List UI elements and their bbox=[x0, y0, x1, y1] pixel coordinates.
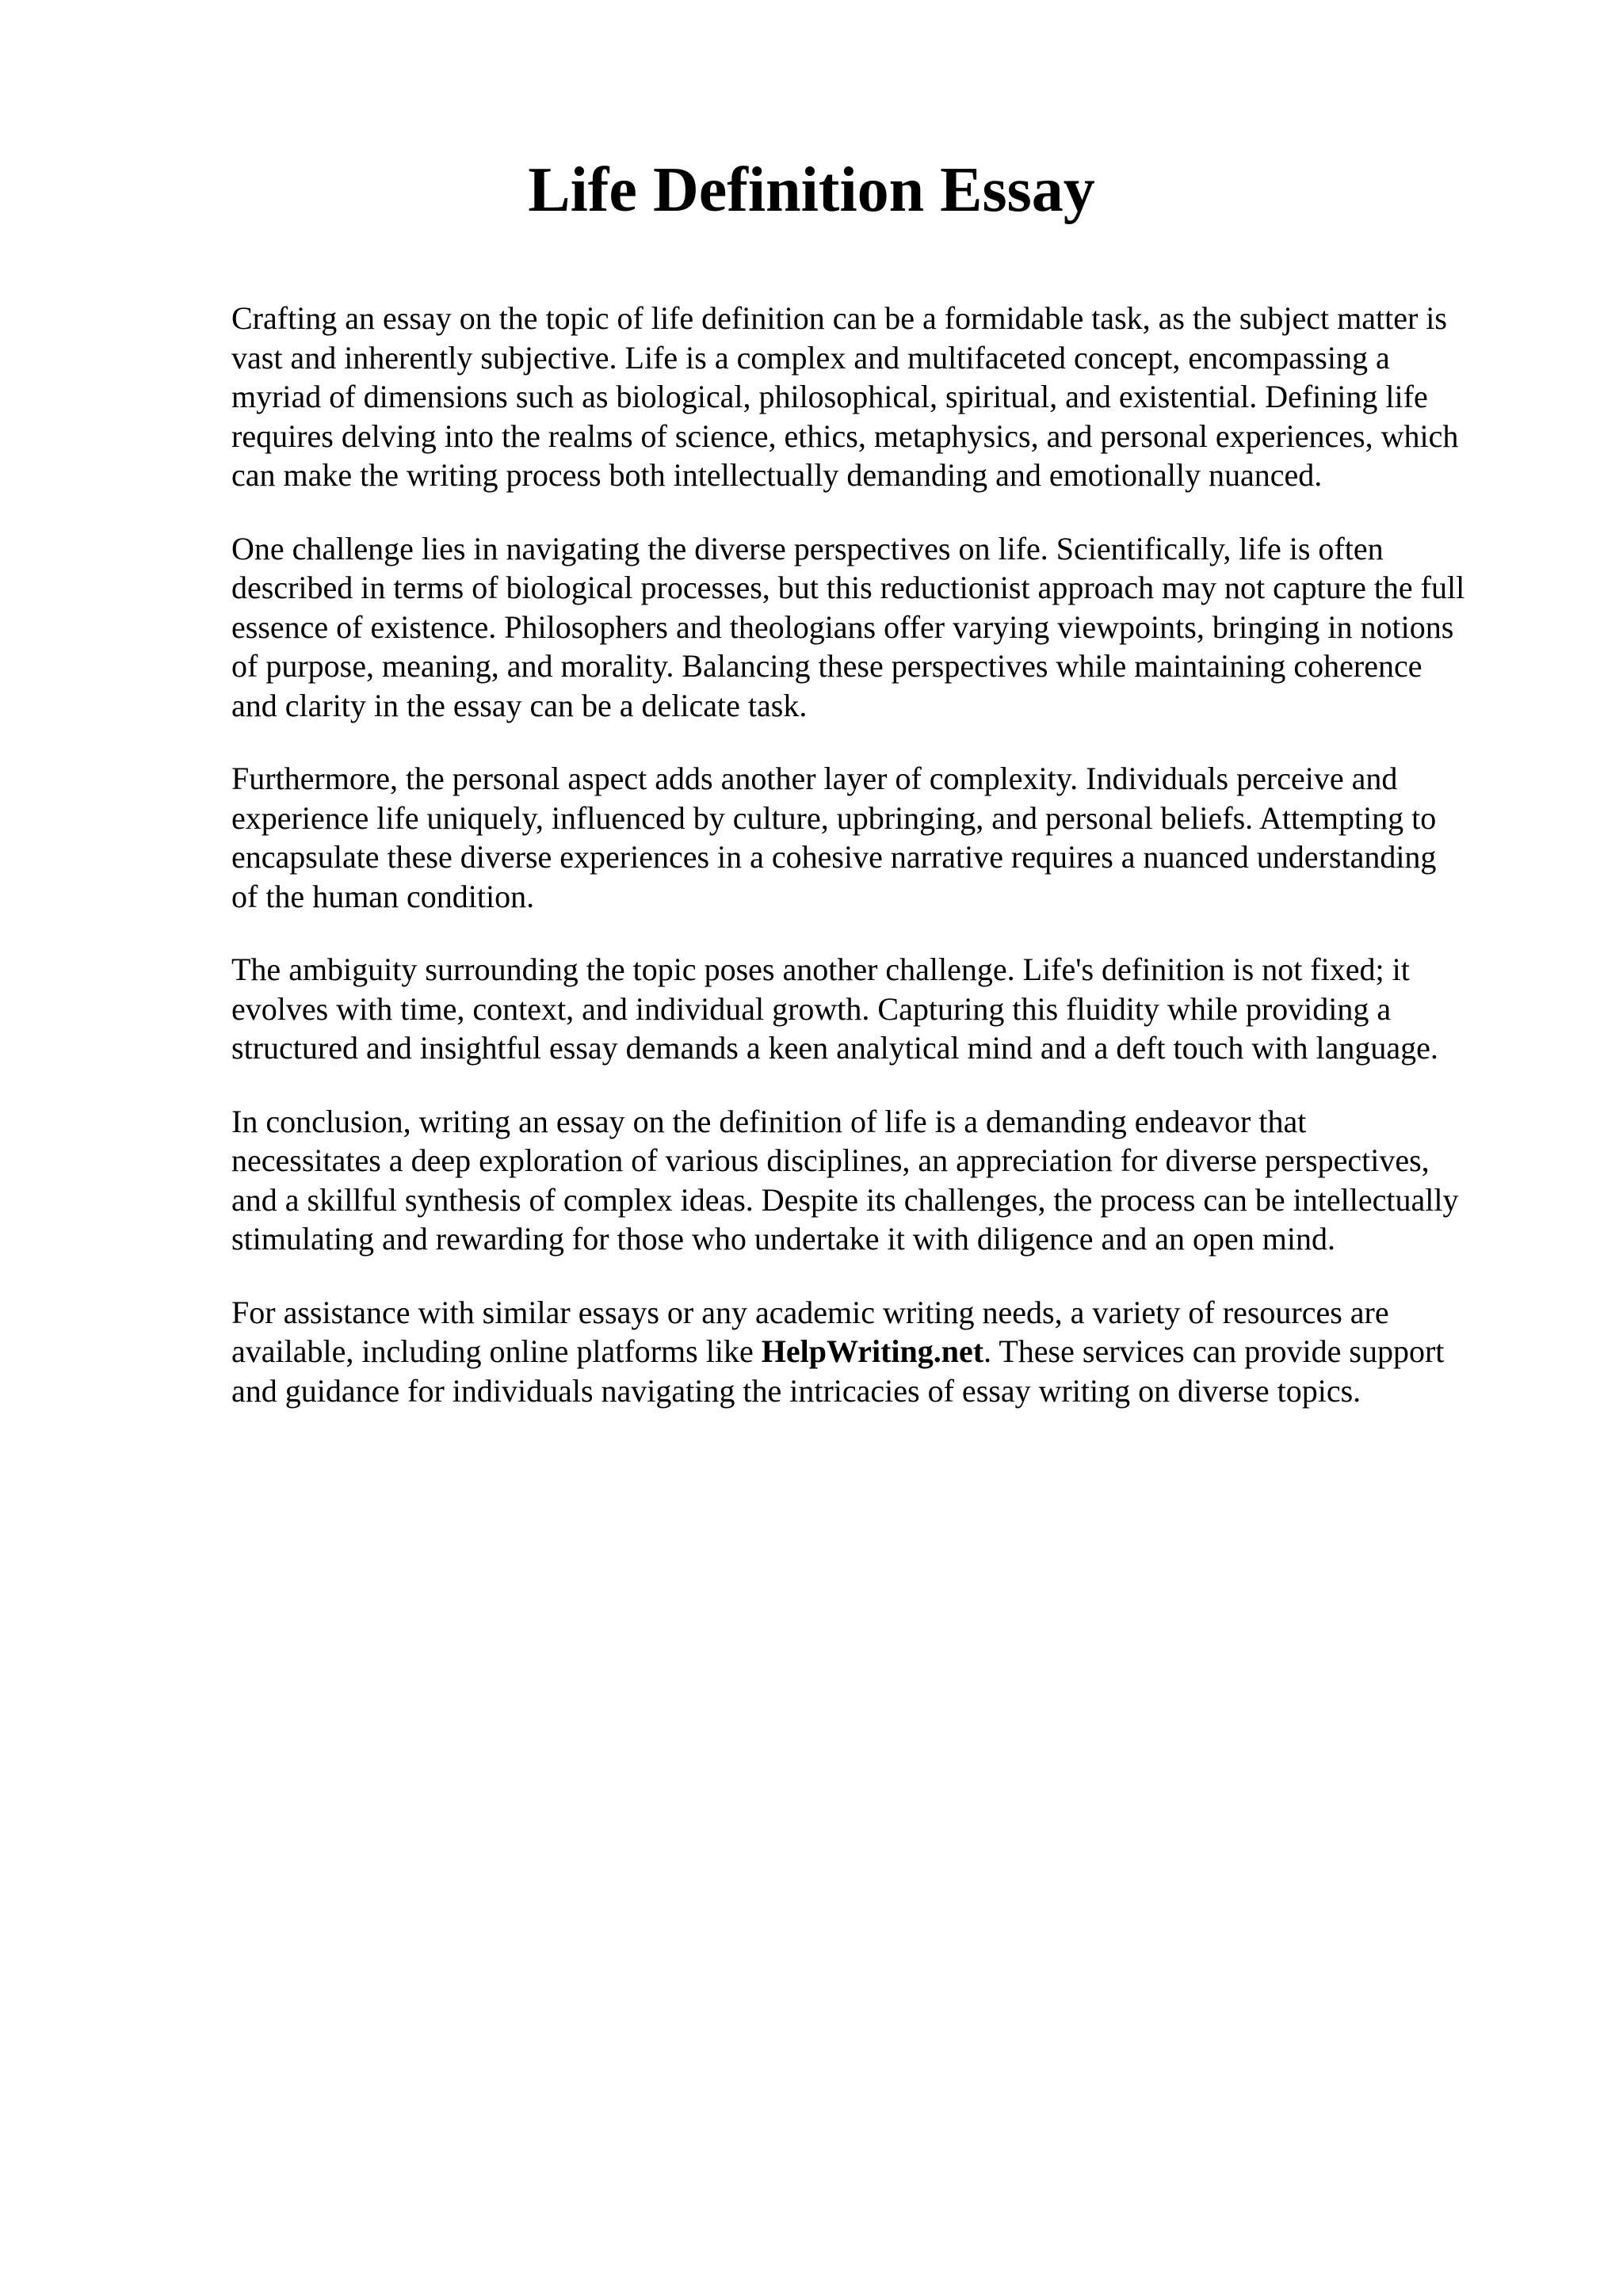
text-segment: . These services can provide support bbox=[983, 1333, 1445, 1369]
text-line: and a skillful synthesis of complex ideas. Despite its challenges, the process can be intellectually bbox=[231, 1181, 1459, 1218]
paragraph-5 bbox=[231, 1102, 1531, 1259]
text-line: vast and inherently subjective. Life is a complex and multifaceted concept, encompassing a bbox=[231, 339, 1390, 376]
text-line: myriad of dimensions such as biological, philosophical, spiritual, and existential. Defining life bbox=[231, 379, 1428, 414]
document-title: Life Definition Essay bbox=[528, 155, 1095, 225]
text-line: can make the writing process both intellectually demanding and emotionally nuanced. bbox=[231, 457, 1323, 493]
paragraph-6 bbox=[231, 1293, 1531, 1411]
text-line: essence of existence. Philosophers and theologians offer varying viewpoints, bringing in notions bbox=[231, 608, 1454, 645]
text-line: In conclusion, writing an essay on the definition of life is a demanding endeavor that bbox=[231, 1103, 1307, 1139]
text-line: evolves with time, context, and individual growth. Capturing this fluidity while providing a bbox=[231, 990, 1392, 1027]
text-line: of the human condition. bbox=[231, 878, 535, 914]
text-line: described in terms of biological processes, but this reductionist approach may not capture the full bbox=[231, 570, 1465, 605]
text-line: The ambiguity surrounding the topic poses another challenge. Life's definition is not fixed; it bbox=[231, 952, 1410, 987]
text-segment: available, including online platforms like bbox=[231, 1333, 762, 1369]
text-line: Furthermore, the personal aspect adds another layer of complexity. Individuals perceive and bbox=[231, 761, 1398, 796]
text-line: requires delving into the realms of science, ethics, metaphysics, and personal experiences, which bbox=[231, 418, 1459, 454]
text-line: and clarity in the essay can be a delicate task. bbox=[231, 687, 808, 723]
text-line: stimulating and rewarding for those who undertake it with diligence and an open mind. bbox=[231, 1221, 1335, 1257]
text-line: For assistance with similar essays or any academic writing needs, a variety of resources are bbox=[231, 1294, 1389, 1330]
text-line: experience life uniquely, influenced by culture, upbringing, and personal beliefs. Attempting to bbox=[231, 799, 1437, 836]
text-line: One challenge lies in navigating the diverse perspectives on life. Scientifically, life is often bbox=[231, 530, 1384, 566]
helpwriting-link[interactable]: HelpWriting.net bbox=[761, 1333, 984, 1369]
paragraph-4 bbox=[231, 950, 1531, 1068]
text-line: structured and insightful essay demands a keen analytical mind and a deft touch with language. bbox=[231, 1030, 1438, 1066]
text-line: Crafting an essay on the topic of life definition can be a formidable task, as the subject matter is bbox=[231, 300, 1447, 336]
text-line: encapsulate these diverse experiences in a cohesive narrative requires a nuanced understanding bbox=[231, 839, 1437, 875]
text-line: necessitates a deep exploration of various disciplines, an appreciation for diverse perspectives, bbox=[231, 1142, 1430, 1178]
essay-body bbox=[231, 299, 1531, 1444]
text-line bbox=[231, 1332, 1531, 1371]
text-line: of purpose, meaning, and morality. Balancing these perspectives while maintaining coherence bbox=[231, 648, 1423, 684]
paragraph-2 bbox=[231, 529, 1531, 726]
paragraph-3 bbox=[231, 759, 1531, 916]
paragraph-1 bbox=[231, 299, 1531, 495]
text-line: and guidance for individuals navigating the intricacies of essay writing on diverse topics. bbox=[231, 1372, 1361, 1409]
